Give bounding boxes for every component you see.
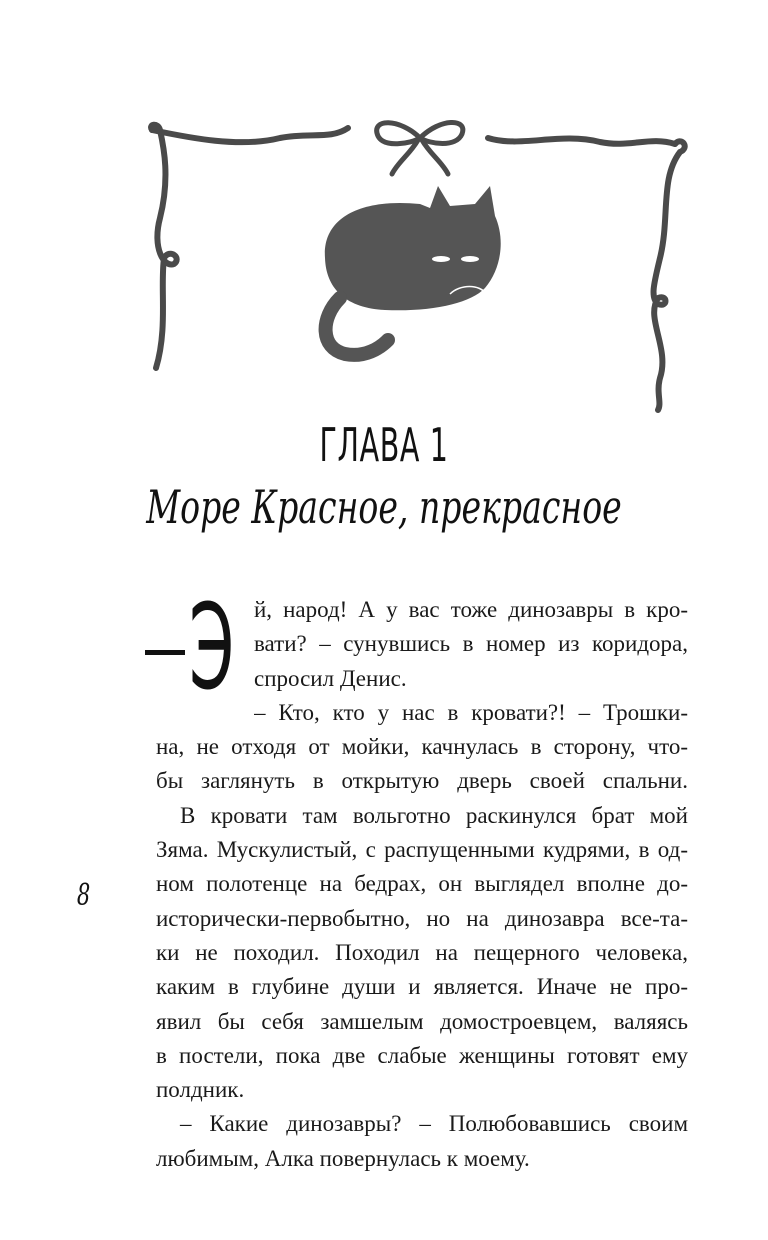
text-line: В кровати там вольготно раскинулся брат мой xyxy=(180,802,688,828)
text-line: вати? – сунувшись в номер из коридора, xyxy=(254,631,688,657)
text-line: Зяма. Мускулистый, с распущенными кудрями, в од- xyxy=(156,837,688,863)
drop-cap-letter: Э xyxy=(189,578,235,716)
bow-icon xyxy=(377,122,463,174)
ribbon-ornament xyxy=(130,108,710,418)
page-number: 8 xyxy=(76,878,91,913)
text-line: й, народ! А у вас тоже динозавры в кро- xyxy=(254,597,688,622)
text-line: явил бы себя замшелым домостроевцем, валяясь xyxy=(156,1008,688,1034)
text-line: исторически-первобытно, но на динозавра все-та- xyxy=(156,905,688,931)
chapter-label: ГЛАВА 1 xyxy=(319,418,449,472)
body-text xyxy=(156,593,688,1176)
text-line: в постели, пока две слабые женщины готовят ему xyxy=(156,1042,688,1068)
cat-illustration xyxy=(325,186,501,355)
text-line: – Какие динозавры? – Полюбовавшись своим xyxy=(180,1111,688,1137)
text-line: на, не отходя от мойки, качнулась в сторону, что- xyxy=(156,734,688,760)
text-line: ки не походил. Походил на пещерного человека, xyxy=(156,939,688,965)
text-line: бы заглянуть в открытую дверь своей спальни. xyxy=(156,768,688,794)
text-line: ном полотенце на бедрах, он выглядел вполне до- xyxy=(156,871,688,897)
text-line: полдник. xyxy=(156,1077,245,1103)
text-line: спросил Денис. xyxy=(254,665,407,691)
text-line: любимым, Алка повернулась к моему. xyxy=(156,1145,530,1171)
chapter-title: Море Красное, прекрасное xyxy=(146,480,622,534)
text-line: каким в глубине души и является. Иначе не про- xyxy=(156,974,688,1000)
text-line: – Кто, кто у нас в кровати?! – Трошки- xyxy=(254,699,688,725)
